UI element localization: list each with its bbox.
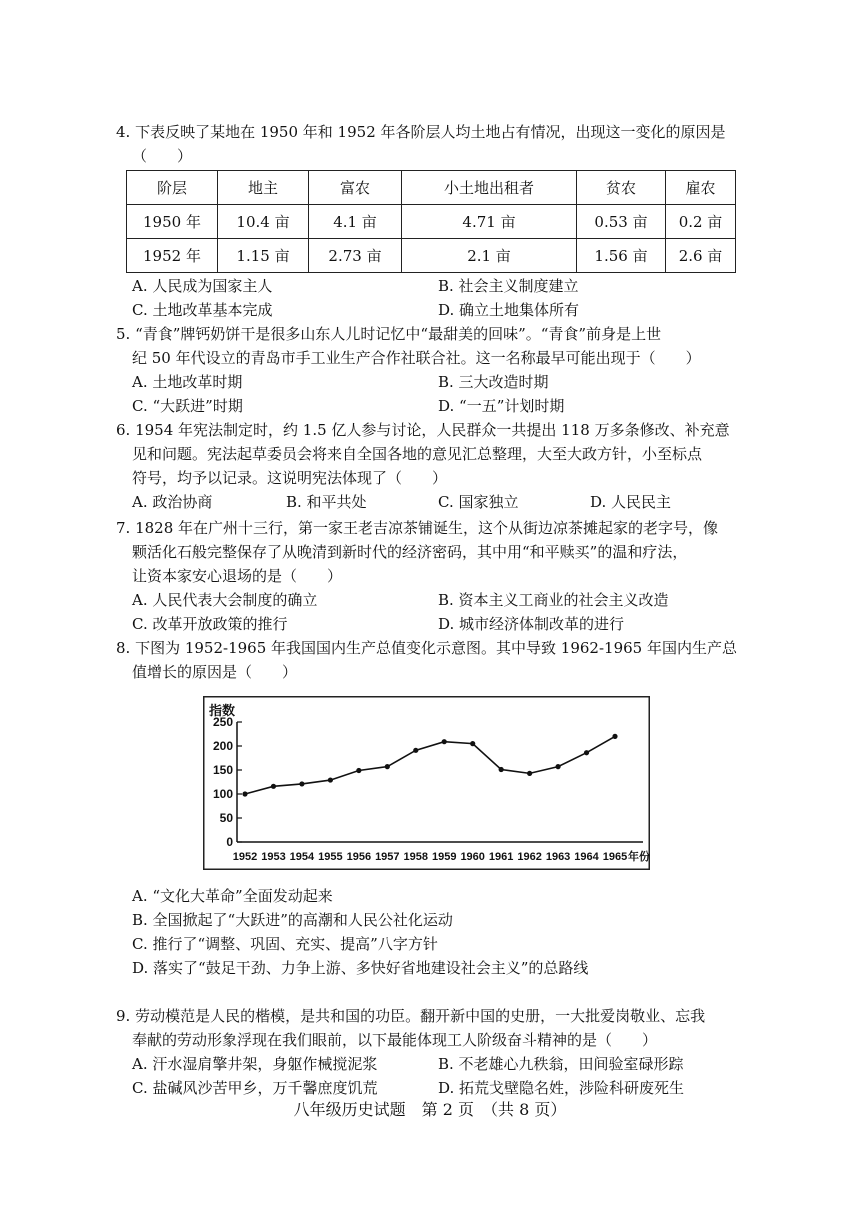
question-6-stem-line-2: 见和问题。宪法起草委员会将来自全国各地的意见汇总整理，大至大政方针，小至标点 — [132, 445, 703, 463]
y-tick-label: 250 — [212, 715, 233, 729]
x-tick-label: 1955 — [318, 851, 343, 863]
option-c[interactable]: C. 国家独立 — [438, 493, 519, 511]
x-tick-label: 1961 — [488, 851, 514, 863]
page-footer: 八年级历史试题 第 2 页 （共 8 页） — [293, 1100, 567, 1119]
chart-plot-layer — [213, 715, 650, 863]
table-header-cell: 小土地出租者 — [402, 171, 577, 205]
table-row — [127, 239, 736, 273]
data-point — [527, 771, 532, 776]
option-c[interactable]: C. 土地改革基本完成 — [132, 301, 273, 319]
question-6-stem-line-3: 符号，均予以记录。这说明宪法体现了（ ） — [132, 469, 448, 487]
x-tick-label: 1962 — [517, 851, 542, 863]
question-8-stem-line-1: 8. 下图为 1952-1965 年我国国内生产总值变化示意图。其中导致 1962-1965 年国内生产总 — [116, 639, 737, 657]
question-5-stem-line-2: 纪 50 年代设立的青岛市手工业生产合作社联合社。这一名称最早可能出现于（ ） — [132, 349, 701, 367]
x-tick-label: 1959 — [431, 851, 457, 863]
data-point — [299, 781, 304, 786]
question-7-stem-line-2: 颗活化石般完整保存了从晚清到新时代的经济密码，其中用“和平赎买”的温和疗法， — [132, 543, 688, 561]
table-cell: 10.4 亩 — [218, 205, 309, 239]
option-row — [116, 274, 746, 298]
option-c[interactable]: C. 推行了“调整、巩固、充实、提高”八字方针 — [132, 935, 438, 953]
data-point — [555, 764, 560, 769]
y-tick-label: 50 — [219, 811, 233, 825]
x-tick-label: 1963 — [545, 851, 571, 863]
question-7 — [116, 516, 746, 636]
x-tick-label: 1958 — [403, 851, 429, 863]
option-row — [116, 490, 746, 514]
option-d[interactable]: D. “一五”计划时期 — [438, 397, 565, 415]
data-point — [242, 791, 247, 796]
gdp-index-chart-svg — [203, 696, 650, 870]
table-header-cell: 雇农 — [666, 171, 736, 205]
table-cell: 1950 年 — [127, 205, 218, 239]
data-point — [470, 741, 475, 746]
option-row — [116, 1052, 746, 1076]
data-point — [584, 750, 589, 755]
option-d[interactable]: D. 落实了“鼓足干劲、力争上游、多快好省地建设社会主义”的总路线 — [132, 959, 589, 977]
option-b[interactable]: B. 不老雄心九秩翁，田间验室碌形踪 — [438, 1055, 684, 1073]
question-9-stem-line-1: 9. 劳动模范是人民的楷模，是共和国的功臣。翻开新中国的史册，一大批爱岗敬业、忘我 — [116, 1007, 706, 1025]
table-cell: 0.2 亩 — [666, 205, 736, 239]
question-4-stem-line-1: 4. 下表反映了某地在 1950 年和 1952 年各阶层人均土地占有情况，出现这一变化的原因是 — [116, 123, 726, 141]
question-8-options — [116, 884, 746, 980]
table-header-cell: 贫农 — [577, 171, 666, 205]
question-5-stem-line-1: 5. “青食”牌钙奶饼干是很多山东人儿时记忆中“最甜美的回味”。“青食”前身是上世 — [116, 325, 662, 343]
question-9-stem-line-2: 奉献的劳动形象浮现在我们眼前，以下最能体现工人阶级奋斗精神的是（ ） — [132, 1031, 658, 1049]
y-axis-title: 指数 — [209, 703, 236, 718]
option-c[interactable]: C. 盐碱风沙苦甲乡，万千馨庶度饥荒 — [132, 1079, 378, 1097]
question-8 — [116, 636, 746, 684]
question-6-stem-line-1: 6. 1954 年宪法制定时，约 1.5 亿人参与讨论，人民群众一共提出 118 万多条修改、补充意 — [116, 421, 730, 439]
option-row — [116, 394, 746, 418]
table-header-cell: 富农 — [309, 171, 402, 205]
table-cell: 1952 年 — [127, 239, 218, 273]
option-a[interactable]: A. 土地改革时期 — [132, 373, 243, 391]
option-a[interactable]: A. 人民代表大会制度的确立 — [132, 591, 318, 609]
table-header-row — [127, 171, 736, 205]
data-point — [442, 739, 447, 744]
option-d[interactable]: D. 拓荒戈壁隐名姓，涉险科研废死生 — [438, 1079, 685, 1097]
option-b[interactable]: B. 三大改造时期 — [438, 373, 549, 391]
option-a[interactable]: A. 政治协商 — [132, 493, 213, 511]
table-header-cell: 地主 — [218, 171, 309, 205]
option-d[interactable]: D. 人民民主 — [590, 493, 672, 511]
table-cell: 4.1 亩 — [309, 205, 402, 239]
option-a[interactable]: A. “文化大革命”全面发动起来 — [132, 887, 333, 905]
option-c[interactable]: C. “大跃进”时期 — [132, 397, 243, 415]
option-a[interactable]: A. 人民成为国家主人 — [132, 277, 273, 295]
chart-frame — [204, 697, 650, 870]
option-b[interactable]: B. 全国掀起了“大跃进”的高潮和人民公社化运动 — [132, 911, 453, 929]
table-cell: 2.6 亩 — [666, 239, 736, 273]
x-tick-label: 1956 — [346, 851, 372, 863]
option-d[interactable]: D. 确立土地集体所有 — [438, 301, 580, 319]
data-point — [385, 764, 390, 769]
question-8-stem-line-2: 值增长的原因是（ ） — [132, 663, 298, 681]
data-point — [328, 777, 333, 782]
question-7-stem-line-1: 7. 1828 年在广州十三行，第一家王老吉凉茶铺诞生，这个从街边凉茶摊起家的老字号，像 — [116, 519, 719, 537]
y-tick-label: 150 — [212, 763, 233, 777]
option-b[interactable]: B. 资本主义工商业的社会主义改造 — [438, 591, 669, 609]
data-point — [612, 734, 617, 739]
y-tick-label: 200 — [212, 739, 233, 753]
table-header-cell: 阶层 — [127, 171, 218, 205]
option-row — [116, 298, 746, 322]
option-c[interactable]: C. 改革开放政策的推行 — [132, 615, 288, 633]
option-a[interactable]: A. 汗水湿肩擎井架，身躯作械搅泥浆 — [132, 1055, 378, 1073]
y-tick-label: 0 — [226, 835, 233, 849]
question-4-stem-line-2: （ ） — [132, 147, 193, 165]
option-row — [116, 588, 746, 612]
x-axis-title: 年份 — [628, 851, 650, 863]
data-point — [413, 748, 418, 753]
x-tick-label: 1957 — [375, 851, 400, 863]
table-cell: 2.1 亩 — [402, 239, 577, 273]
option-row — [116, 612, 746, 636]
table-row — [127, 205, 736, 239]
option-b[interactable]: B. 和平共处 — [286, 493, 367, 511]
data-point — [271, 784, 276, 789]
option-b[interactable]: B. 社会主义制度建立 — [438, 277, 579, 295]
x-tick-label: 1965 — [602, 851, 628, 863]
table-cell: 1.15 亩 — [218, 239, 309, 273]
question-4 — [116, 120, 746, 168]
data-point — [499, 767, 504, 772]
table-cell: 1.56 亩 — [577, 239, 666, 273]
data-point — [356, 768, 361, 773]
question-4-options — [116, 274, 746, 322]
land-ownership-table — [126, 170, 736, 273]
question-6 — [116, 418, 746, 514]
table-cell: 2.73 亩 — [309, 239, 402, 273]
x-tick-label: 1960 — [460, 851, 485, 863]
x-tick-label: 1964 — [574, 851, 599, 863]
x-tick-label: 1953 — [261, 851, 286, 863]
table-cell: 4.71 亩 — [402, 205, 577, 239]
x-tick-label: 1954 — [289, 851, 315, 863]
table-cell: 0.53 亩 — [577, 205, 666, 239]
question-9 — [116, 1004, 746, 1100]
y-tick-label: 100 — [212, 787, 233, 801]
gdp-index-chart — [203, 696, 650, 870]
x-tick-label: 1952 — [232, 851, 258, 863]
option-row — [116, 370, 746, 394]
question-7-stem-line-3: 让资本家安心退场的是（ ） — [132, 567, 343, 585]
option-d[interactable]: D. 城市经济体制改革的进行 — [438, 615, 625, 633]
question-5 — [116, 322, 746, 418]
